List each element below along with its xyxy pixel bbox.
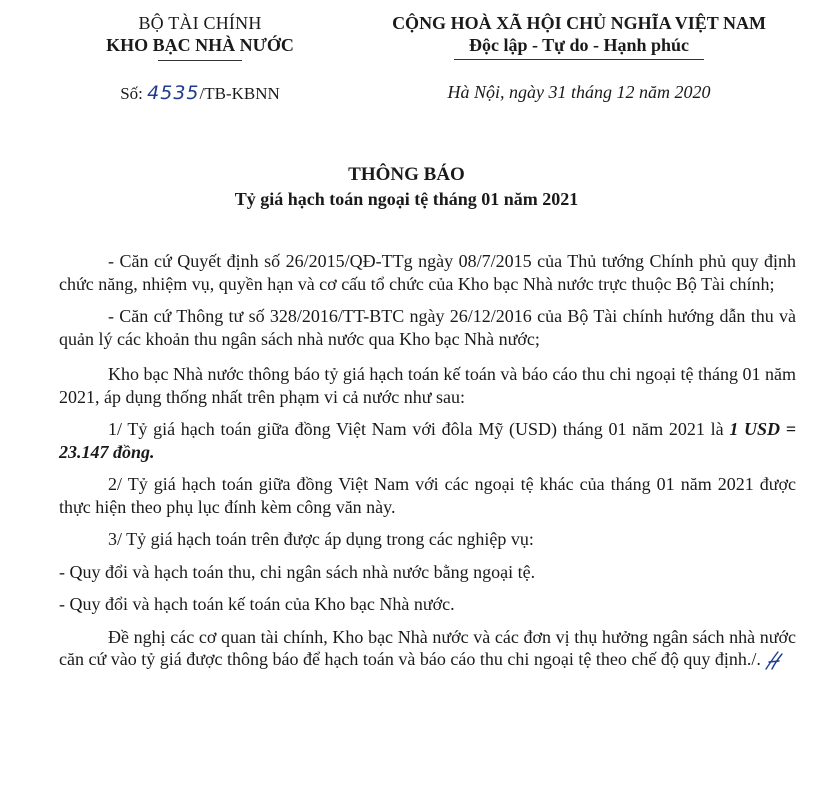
paragraph-usd-rate bbox=[59, 418, 796, 463]
paragraph-request bbox=[59, 626, 796, 673]
treasury-name: KHO BẠC NHÀ NƯỚC bbox=[106, 35, 294, 55]
ministry-name: BỘ TÀI CHÍNH bbox=[138, 13, 262, 33]
paragraph-announcement: Kho bạc Nhà nước thông báo tỷ giá hạch toán kế toán và báo cáo thu chi ngoại tệ tháng 01 năm 2021, áp dụng thống nhất trên phạm vi cả nước như sau: bbox=[59, 364, 796, 407]
issuer-block bbox=[60, 12, 340, 105]
list-item-budget: - Quy đổi và hạch toán thu, chi ngân sách nhà nước bằng ngoại tệ. bbox=[59, 561, 536, 582]
paragraph-legal-basis-2: - Căn cứ Thông tư số 328/2016/TT-BTC ngày 26/12/2016 của Bộ Tài chính hướng dẫn thu và quản lý các khoản thu ngân sách nhà nước qua Kho bạc Nhà nước; bbox=[59, 306, 796, 349]
national-header-block bbox=[345, 12, 813, 103]
country-name: CỘNG HOÀ XÃ HỘI CHỦ NGHĨA VIỆT NAM bbox=[392, 13, 766, 33]
document-number bbox=[60, 82, 340, 105]
national-motto: Độc lập - Tự do - Hạnh phúc bbox=[468, 35, 690, 55]
motto-underline bbox=[454, 59, 704, 60]
usd-rate-text: 1/ Tỷ giá hạch toán giữa đồng Việt Nam với đôla Mỹ (USD) tháng 01 năm 2021 là bbox=[108, 419, 724, 439]
document-number-suffix: /TB-KBNN bbox=[199, 84, 280, 103]
paragraph-application: 3/ Tỷ giá hạch toán trên được áp dụng trong các nghiệp vụ: bbox=[108, 529, 534, 549]
paragraph-legal-basis-1: - Căn cứ Quyết định số 26/2015/QĐ-TTg ngày 08/7/2015 của Thủ tướng Chính phủ quy định chức năng, nhiệm vụ, quyền hạn và cơ cấu tổ chức của Kho bạc Nhà nước trực thuộc Bộ Tài chính; bbox=[59, 251, 796, 294]
initial-signature-icon bbox=[763, 649, 787, 673]
notice-title: THÔNG BÁO bbox=[348, 164, 465, 185]
paragraph-other-currencies: 2/ Tỷ giá hạch toán giữa đồng Việt Nam với các ngoại tệ khác của tháng 01 năm 2021 được thực hiện theo phụ lục đính kèm công văn này. bbox=[59, 474, 796, 517]
place-and-date: Hà Nội, ngày 31 tháng 12 năm 2020 bbox=[447, 82, 711, 102]
list-item-accounting: - Quy đổi và hạch toán kế toán của Kho bạc Nhà nước. bbox=[59, 594, 455, 614]
notice-body bbox=[59, 250, 796, 683]
usd-rate-value: 1 USD = 23.147 đồng. bbox=[59, 419, 797, 462]
request-text: Đề nghị các cơ quan tài chính, Kho bạc Nhà nước và các đơn vị thụ hưởng ngân sách nhà nước căn cứ vào tỷ giá được thông báo để hạch toán và báo cáo thu chi ngoại tệ theo chế độ quy định./. bbox=[59, 626, 796, 669]
document-number-value: 4535 bbox=[147, 82, 200, 104]
issuer-underline bbox=[158, 60, 242, 61]
document-number-label: Số: bbox=[120, 84, 143, 103]
notice-subtitle: Tỷ giá hạch toán ngoại tệ tháng 01 năm 2021 bbox=[234, 189, 579, 209]
